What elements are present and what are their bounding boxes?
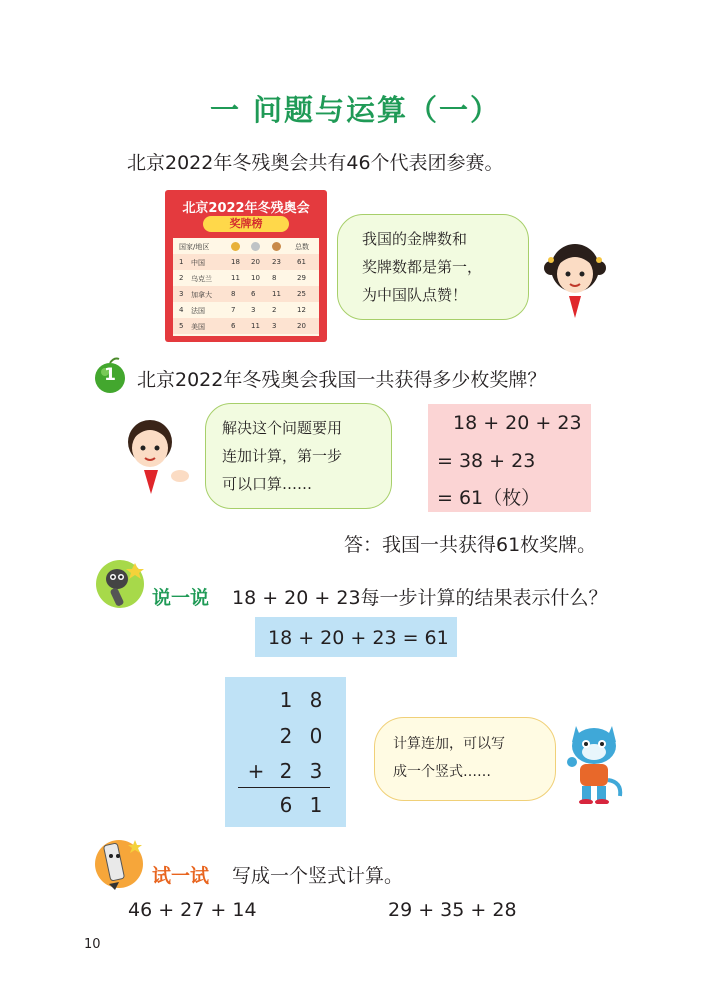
header-country: 国家/地区 bbox=[179, 243, 210, 251]
digit: 0 bbox=[309, 724, 323, 748]
medal-table-header bbox=[173, 238, 319, 254]
calc-line: 18 + 20 + 23 bbox=[453, 412, 582, 434]
say-text: 18 + 20 + 23每一步计算的结果表示什么？ bbox=[232, 587, 608, 609]
try-label: 试一试 bbox=[152, 865, 210, 887]
gold-count: 8 bbox=[231, 290, 236, 298]
gold-count: 18 bbox=[231, 258, 240, 266]
girl-illustration bbox=[543, 238, 607, 330]
cat-illustration bbox=[562, 716, 626, 804]
bronze-medal-icon bbox=[272, 242, 281, 251]
gold-count: 7 bbox=[231, 306, 236, 314]
medal-table-poster bbox=[165, 190, 327, 342]
bronze-count: 23 bbox=[272, 258, 281, 266]
gold-count: 11 bbox=[231, 274, 240, 282]
digit: 3 bbox=[309, 759, 323, 783]
bubble-line: 解决这个问题要用 bbox=[222, 419, 343, 437]
sum-line bbox=[238, 787, 330, 788]
rank: 2 bbox=[179, 274, 184, 282]
table-row bbox=[173, 318, 319, 334]
question-number: 1 bbox=[104, 365, 116, 385]
total-count: 20 bbox=[297, 322, 306, 330]
bubble-line: 奖牌数都是第一， bbox=[362, 258, 483, 276]
question-text: 北京2022年冬残奥会我国一共获得多少枚奖牌？ bbox=[137, 369, 547, 391]
total-count: 25 bbox=[297, 290, 306, 298]
answer-text: 答：我国一共获得61枚奖牌。 bbox=[344, 534, 597, 556]
bronze-count: 11 bbox=[272, 290, 281, 298]
table-row bbox=[173, 286, 319, 302]
bubble-line: 可以口算…… bbox=[222, 475, 313, 493]
rank: 1 bbox=[179, 258, 184, 266]
microphone-mascot-icon bbox=[91, 557, 149, 611]
silver-count: 20 bbox=[251, 258, 260, 266]
medal-table bbox=[173, 238, 319, 336]
page-title: 一 问题与运算（一） bbox=[209, 93, 502, 127]
rank: 5 bbox=[179, 322, 184, 330]
poster-title: 北京2022年冬残奥会 bbox=[182, 201, 310, 216]
country: 法国 bbox=[191, 307, 205, 315]
silver-count: 11 bbox=[251, 322, 260, 330]
gold-medal-icon bbox=[231, 242, 240, 251]
try-text: 写成一个竖式计算。 bbox=[232, 865, 404, 887]
bubble-line: 成一个竖式…… bbox=[393, 764, 491, 780]
total-count: 29 bbox=[297, 274, 306, 282]
country: 美国 bbox=[191, 323, 205, 331]
bubble-line: 计算连加，可以写 bbox=[393, 736, 505, 752]
plus-sign: + bbox=[247, 759, 265, 783]
table-row bbox=[173, 254, 319, 270]
pencil-mascot-icon bbox=[91, 832, 151, 892]
total-count: 12 bbox=[297, 306, 306, 314]
country: 中国 bbox=[191, 259, 205, 267]
exercise-2: 29 + 35 + 28 bbox=[388, 899, 517, 921]
bronze-count: 2 bbox=[272, 306, 277, 314]
exercise-1: 46 + 27 + 14 bbox=[128, 899, 257, 921]
boy-illustration bbox=[120, 414, 192, 504]
result-digit: 1 bbox=[309, 793, 323, 817]
speech-bubble-boy bbox=[205, 403, 392, 509]
silver-count: 3 bbox=[251, 306, 256, 314]
gold-count: 6 bbox=[231, 322, 236, 330]
total-count: 61 bbox=[297, 258, 306, 266]
table-row bbox=[173, 302, 319, 318]
digit: 1 bbox=[279, 688, 293, 712]
calc-line: = 61（枚） bbox=[437, 487, 541, 509]
bubble-line: 为中国队点赞！ bbox=[362, 286, 468, 304]
silver-medal-icon bbox=[251, 242, 260, 251]
intro-text: 北京2022年冬残奥会共有46个代表团参赛。 bbox=[127, 152, 504, 174]
header-total: 总数 bbox=[295, 243, 309, 251]
bubble-line: 连加计算，第一步 bbox=[222, 447, 343, 465]
bronze-count: 8 bbox=[272, 274, 277, 282]
table-row bbox=[173, 270, 319, 286]
silver-count: 10 bbox=[251, 274, 260, 282]
country: 乌克兰 bbox=[191, 275, 212, 283]
digit: 8 bbox=[309, 688, 323, 712]
say-label: 说一说 bbox=[152, 587, 210, 609]
bubble-line: 我国的金牌数和 bbox=[362, 230, 468, 248]
speech-bubble-girl bbox=[337, 214, 529, 320]
page-number: 10 bbox=[84, 937, 101, 952]
equation-text: 18 + 20 + 23 = 61 bbox=[268, 627, 449, 649]
bronze-count: 3 bbox=[272, 322, 277, 330]
rank: 4 bbox=[179, 306, 184, 314]
result-digit: 6 bbox=[279, 793, 293, 817]
poster-subtitle: 奖牌榜 bbox=[203, 216, 289, 232]
country: 加拿大 bbox=[191, 291, 212, 299]
digit: 2 bbox=[279, 759, 293, 783]
speech-bubble-cat bbox=[374, 717, 556, 801]
rank: 3 bbox=[179, 290, 184, 298]
digit: 2 bbox=[279, 724, 293, 748]
calc-line: = 38 + 23 bbox=[437, 450, 536, 472]
silver-count: 6 bbox=[251, 290, 256, 298]
